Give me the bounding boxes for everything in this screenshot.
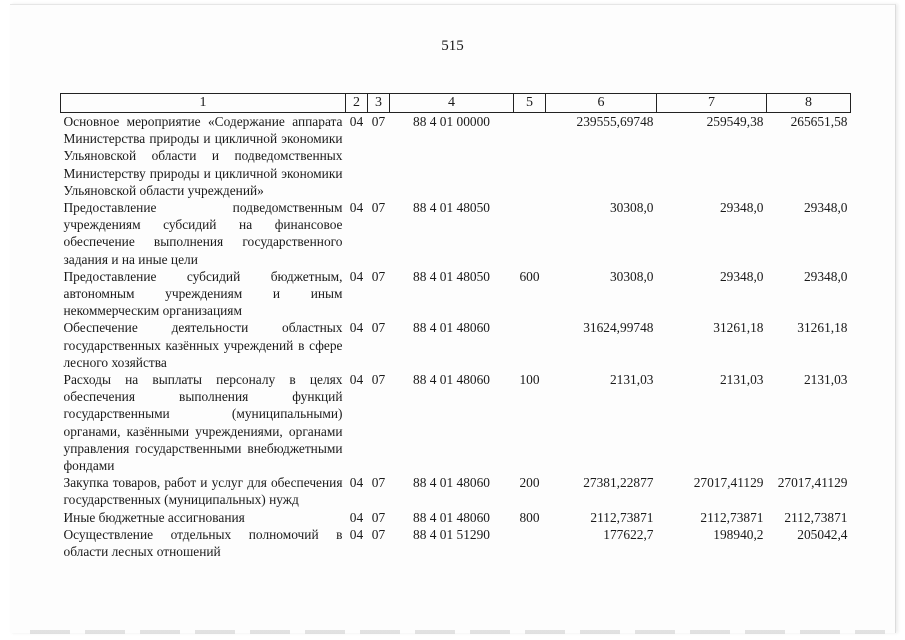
row-target-code: 88 4 01 48050	[413, 200, 490, 216]
row-section: 04	[349, 526, 364, 542]
row-value-6: 27381,22877	[583, 475, 654, 491]
row-name: Осуществление отдельных полномочий в области лесных отношений	[63, 526, 343, 560]
row-value-8: 29348,0	[803, 200, 848, 216]
row-name: Предоставление субсидий бюджетным, автономным учреждениям и иным некоммерческим организациям	[63, 268, 343, 319]
row-value-6: 31624,99748	[583, 320, 654, 336]
row-expense-type: 800	[519, 509, 540, 525]
table-row	[61, 526, 851, 560]
row-subsection: 07	[371, 475, 386, 491]
row-value-8: 2131,03	[803, 372, 848, 388]
row-value-6: 177622,7	[603, 526, 654, 542]
row-subsection: 07	[371, 114, 386, 129]
row-target-code: 88 4 01 48060	[413, 372, 490, 388]
row-subsection: 07	[371, 526, 386, 542]
col-header-3: 3	[368, 94, 390, 113]
row-value-6: 2112,73871	[590, 509, 654, 525]
row-name: Предоставление подведомственным учреждениям субсидий на финансовое обеспечение выполнения государственного задания и на иные цели	[63, 200, 343, 267]
row-subsection: 07	[371, 320, 386, 336]
row-value-7: 2112,73871	[700, 509, 764, 525]
row-value-7: 31261,18	[713, 320, 764, 336]
table-row	[61, 199, 851, 268]
table-row	[61, 268, 851, 320]
row-subsection: 07	[371, 509, 386, 525]
row-subsection: 07	[371, 372, 386, 388]
row-value-6: 30308,0	[609, 200, 654, 216]
row-name: Закупка товаров, работ и услуг для обеспечения государственных (муниципальных) нужд	[63, 475, 343, 508]
row-target-code: 88 4 01 48060	[413, 320, 490, 336]
row-subsection: 07	[371, 200, 386, 216]
row-section: 04	[349, 114, 364, 129]
row-value-7: 259549,38	[706, 114, 764, 129]
row-name: Иные бюджетные ассигнования	[63, 509, 245, 525]
row-name: Расходы на выплаты персоналу в целях обеспечения выполнения функций государственными (муниципальными) органами, казёнными учреждениями, органами управления государственными внебюджетными фондами	[63, 372, 343, 474]
row-expense-type: 600	[519, 268, 540, 284]
row-value-7: 27017,41129	[693, 475, 764, 491]
row-expense-type: 100	[519, 372, 540, 388]
budget-table	[60, 93, 851, 560]
col-header-2: 2	[346, 94, 368, 113]
row-value-8: 2112,73871	[784, 509, 848, 525]
row-value-8: 29348,0	[803, 268, 848, 284]
row-value-8: 27017,41129	[777, 475, 848, 491]
row-target-code: 88 4 01 48050	[413, 268, 490, 284]
table-row	[61, 474, 851, 508]
row-expense-type	[514, 319, 546, 371]
row-expense-type	[514, 199, 546, 268]
row-section: 04	[349, 268, 364, 284]
header-row	[61, 94, 851, 113]
page-number: 515	[441, 38, 464, 54]
row-value-8: 265651,58	[790, 114, 848, 129]
row-value-6: 239555,69748	[576, 114, 654, 129]
row-expense-type	[514, 526, 546, 560]
row-target-code: 88 4 01 48060	[413, 475, 490, 491]
col-header-8: 8	[767, 94, 851, 113]
row-value-7: 29348,0	[719, 268, 764, 284]
table-row	[61, 509, 851, 526]
row-value-8: 31261,18	[797, 320, 848, 336]
col-header-4: 4	[390, 94, 514, 113]
row-value-8: 205042,4	[797, 526, 848, 542]
row-target-code: 88 4 01 00000	[413, 114, 490, 129]
col-header-7: 7	[657, 94, 767, 113]
table-row	[61, 371, 851, 474]
row-value-7: 198940,2	[713, 526, 764, 542]
row-target-code: 88 4 01 48060	[413, 509, 490, 525]
row-section: 04	[349, 372, 364, 388]
row-value-6: 30308,0	[609, 268, 654, 284]
row-expense-type: 200	[519, 475, 540, 491]
col-header-1: 1	[61, 94, 346, 113]
row-name: Основное мероприятие «Содержание аппарата Министерства природы и цикличной экономики Ульяновской области и подведомственных Министерству природы и цикличной экономики Ульяновской области учреждений»	[63, 114, 343, 198]
row-value-7: 29348,0	[719, 200, 764, 216]
row-value-7: 2131,03	[719, 372, 764, 388]
col-header-5: 5	[514, 94, 546, 113]
row-value-6: 2131,03	[609, 372, 654, 388]
row-expense-type	[514, 113, 546, 200]
row-name: Обеспечение деятельности областных государственных казённых учреждений в сфере лесного хозяйства	[63, 320, 343, 370]
row-target-code: 88 4 01 51290	[413, 526, 490, 542]
row-subsection: 07	[371, 268, 386, 284]
col-header-6: 6	[546, 94, 657, 113]
scan-edge-artifact	[30, 630, 885, 634]
row-section: 04	[349, 475, 364, 491]
row-section: 04	[349, 200, 364, 216]
row-section: 04	[349, 320, 364, 336]
row-section: 04	[349, 509, 364, 525]
table-row	[61, 113, 851, 200]
table-row	[61, 319, 851, 371]
